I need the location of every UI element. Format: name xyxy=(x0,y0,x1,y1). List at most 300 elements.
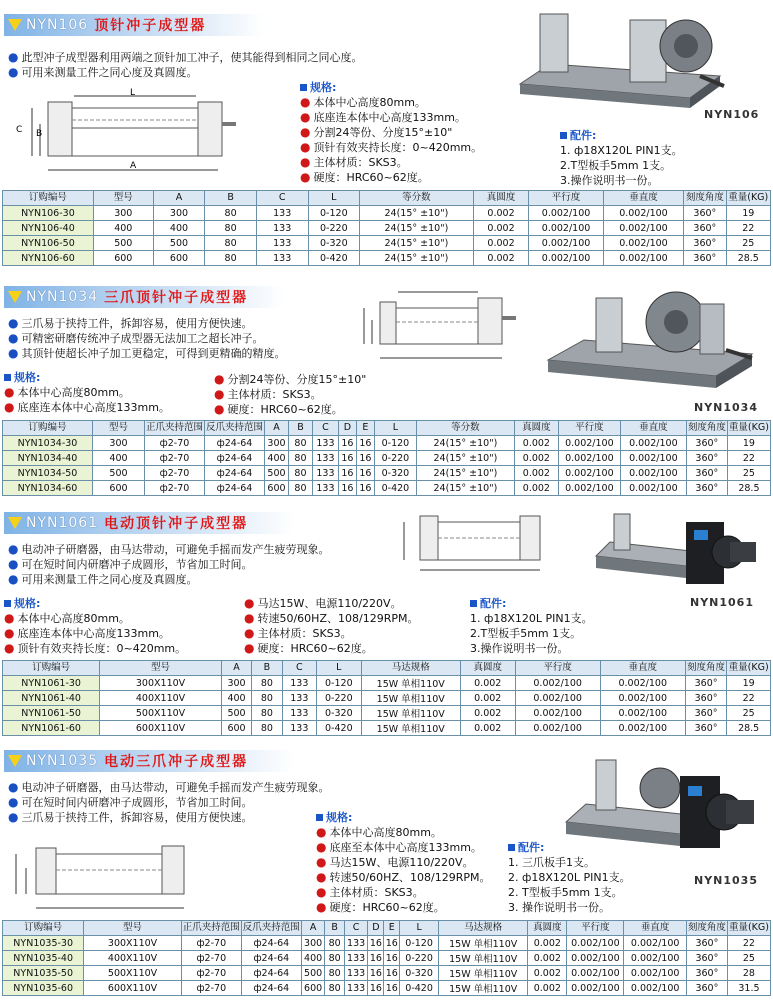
table-cell: 0-120 xyxy=(400,936,439,951)
table-cell: 360° xyxy=(685,676,727,691)
cell: 0.002 xyxy=(473,221,529,236)
table-cell: 400 xyxy=(301,951,325,966)
spec-item: 本体中心高度80mm。 xyxy=(313,96,426,109)
cell: 133 xyxy=(256,221,308,236)
table-cell: 16 xyxy=(369,967,382,979)
table-cell: 600X110V xyxy=(84,981,181,996)
table-cell: 16 xyxy=(338,466,356,481)
table-header: 真圆度 xyxy=(514,421,558,436)
table-cell: 133 xyxy=(312,466,338,481)
cell: 80 xyxy=(205,236,257,251)
table-header: 订购编号 xyxy=(3,921,84,936)
spec-list: 规格: ● 本体中心高度80mm。 ● 底座连本体中心高度133mm。 ● 分割24等份、分度15°±10" ● 顶针有效夹持长度：0~420mm。 ● 主体材质：SKS3。 ● 硬度：HRC60~62度。 xyxy=(300,81,483,184)
table-cell: 16 xyxy=(338,481,356,496)
spec-table-nyn1035 xyxy=(2,920,771,996)
product-name: 电动顶针冲子成型器 xyxy=(104,516,249,532)
accessory-item: 3.操作说明书一份。 xyxy=(560,174,659,187)
table-cell: 0.002/100 xyxy=(567,951,624,966)
table-cell: 16 xyxy=(356,481,374,496)
spec-heading: 规格: xyxy=(14,371,41,384)
table-header: 真圆度 xyxy=(460,661,515,676)
table-cell: 500X110V xyxy=(100,706,222,721)
table-cell: 133 xyxy=(344,966,368,981)
table-cell: 19 xyxy=(727,436,770,451)
table-cell: 0.002 xyxy=(528,936,567,951)
table-header: 垂直度 xyxy=(600,661,685,676)
table-cell: 0-320 xyxy=(374,466,416,481)
table-cell: 16 xyxy=(338,436,356,451)
table-cell: 0.002/100 xyxy=(624,951,686,966)
spec-item: 本体中心高度80mm。 xyxy=(17,612,130,625)
spec-list-mid: ● 马达15W、电源110/220V。 ● 转速50/60HZ、108/129RPM。 ● 主体材质：SKS3。 ● 硬度：HRC60~62度。 xyxy=(244,596,419,655)
table-cell: 300X110V xyxy=(100,676,222,691)
cell: 0.002/100 xyxy=(529,236,603,251)
table-header: A xyxy=(301,921,325,936)
table-cell: 0.002/100 xyxy=(600,706,685,721)
bullet-text: 三爪易于挟持工件，拆卸容易，使用方便快速。 xyxy=(21,811,253,824)
table-header: B xyxy=(205,191,257,206)
spec-list: 规格: ● 本体中心高度80mm。 ● 底座至本体中心高度133mm。 ● 马达15W、电源110/220V。 ● 转速50/60HZ、108/129RPM。 ● 主体材质：SKS3。 ● 硬度：HRC60~62度。 xyxy=(316,811,491,914)
table-cell: 31.5 xyxy=(727,981,770,996)
spec-item: 底座连本体中心高度133mm。 xyxy=(17,627,170,640)
accessory-heading: 配件: xyxy=(480,597,507,610)
table-header: 重量(KG) xyxy=(727,661,771,676)
cell: 19 xyxy=(726,206,770,221)
table-cell: 15W 单相110V xyxy=(361,721,460,736)
table-header: 反爪夹持范围 xyxy=(204,421,264,436)
cell: 300 xyxy=(93,206,153,221)
bullet-text: 其顶针使超长冲子加工更稳定，可得到更精确的精度。 xyxy=(21,347,286,360)
bullet-text: 电动冲子研磨器，由马达带动，可避免手摇而发产生疲劳现象。 xyxy=(21,781,330,794)
table-header: 马达规格 xyxy=(361,661,460,676)
section-title-nyn1061 xyxy=(4,512,294,534)
bullet-list: ● 三爪易于挟持工件，拆卸容易，使用方便快速。 ● 可精密研磨传统冲子成型器无法加工之超长冲子。 ● 其顶针使超长冲子加工更稳定，可得到更精确的精度。 xyxy=(8,316,286,360)
table-cell: 360° xyxy=(686,936,727,951)
table-header: 垂直度 xyxy=(620,421,686,436)
table-cell: ф24-64 xyxy=(241,966,301,981)
table-cell: 24(15° ±10") xyxy=(416,481,514,496)
table-cell: ф2-70 xyxy=(181,951,241,966)
spec-item: 主体材质：SKS3。 xyxy=(257,627,352,640)
cell: 600 xyxy=(93,251,153,266)
table-cell: 360° xyxy=(685,691,727,706)
table-row xyxy=(3,206,771,221)
cell: 28.5 xyxy=(726,251,770,266)
spec-item: 顶针有效夹持长度：0~420mm。 xyxy=(17,642,187,655)
table-header: C xyxy=(344,921,368,936)
table-header-row xyxy=(3,191,771,206)
table-cell: 0.002/100 xyxy=(515,721,600,736)
table-cell: NYN1035-60 xyxy=(3,981,84,996)
model-label: NYN1035 xyxy=(694,874,758,887)
bullet-text: 此型冲子成型器利用两端之顶针加工冲子，使其能得到相同之同心度。 xyxy=(21,51,363,64)
table-cell: 80 xyxy=(288,481,312,496)
table-cell: 0.002/100 xyxy=(567,966,624,981)
table-cell: 15W 单相110V xyxy=(439,936,528,951)
spec-item: 底座连本体中心高度133mm。 xyxy=(313,111,466,124)
table-header: 刻度角度 xyxy=(684,191,726,206)
table-cell: 0-120 xyxy=(317,676,362,691)
table-row xyxy=(3,936,771,951)
cell: 24(15° ±10") xyxy=(360,251,474,266)
table-row xyxy=(3,691,771,706)
table-header-row xyxy=(3,661,771,676)
table-cell: 25 xyxy=(727,951,770,966)
table-cell: ф2-70 xyxy=(144,451,204,466)
table-header: 重量(KG) xyxy=(726,191,770,206)
cell: 300 xyxy=(153,206,205,221)
cell: 80 xyxy=(205,206,257,221)
product-code: NYN106 xyxy=(26,17,89,33)
table-header: C xyxy=(256,191,308,206)
cell: 360° xyxy=(684,236,726,251)
table-header: 真圆度 xyxy=(528,921,567,936)
cell: NYN106-40 xyxy=(3,221,94,236)
table-cell: 600X110V xyxy=(100,721,222,736)
table-cell: 80 xyxy=(325,966,344,981)
table-header: L xyxy=(308,191,360,206)
table-cell: 0-220 xyxy=(317,691,362,706)
table-cell: 500 xyxy=(265,466,289,481)
table-cell: 300 xyxy=(301,936,325,951)
cell: 80 xyxy=(205,251,257,266)
table-cell: 0.002/100 xyxy=(558,466,620,481)
table-row xyxy=(3,676,771,691)
table-cell: 300 xyxy=(92,436,144,451)
table-header: 型号 xyxy=(84,921,181,936)
table-row xyxy=(3,466,771,481)
dim-label: A xyxy=(130,161,137,171)
spec-item: 分割24等份、分度15°±10" xyxy=(227,373,367,386)
table-cell: 0.002/100 xyxy=(620,436,686,451)
table-cell: ф2-70 xyxy=(181,981,241,996)
table-cell: 400X110V xyxy=(84,951,181,966)
cell: NYN106-30 xyxy=(3,206,94,221)
spec-item: 马达15W、电源110/220V。 xyxy=(329,856,474,869)
table-cell: 22 xyxy=(727,451,770,466)
spec-item: 主体材质：SKS3。 xyxy=(227,388,322,401)
table-header: 重量(KG) xyxy=(727,421,770,436)
table-cell: 133 xyxy=(282,721,316,736)
table-cell: 0.002 xyxy=(460,706,515,721)
table-header: A xyxy=(153,191,205,206)
cell: 360° xyxy=(684,221,726,236)
table-cell: 300X110V xyxy=(84,936,181,951)
cell: 400 xyxy=(153,221,205,236)
table-cell: 0.002/100 xyxy=(515,691,600,706)
table-cell: 80 xyxy=(325,981,344,996)
spec-item: 底座至本体中心高度133mm。 xyxy=(329,841,482,854)
model-label: NYN106 xyxy=(704,108,760,121)
table-cell: NYN1035-30 xyxy=(3,936,84,951)
bullet-text: 可用来测量工件之同心度及真圆度。 xyxy=(21,66,198,79)
table-cell: 16 xyxy=(369,982,382,994)
triangle-icon xyxy=(8,19,22,31)
table-cell: 0.002/100 xyxy=(620,466,686,481)
table-cell: 0.002 xyxy=(460,691,515,706)
spec-item: 主体材质：SKS3。 xyxy=(313,156,408,169)
table-cell: 0.002 xyxy=(514,451,558,466)
cell: 24(15° ±10") xyxy=(360,221,474,236)
accessory-item: 2.T型板手5mm 1支。 xyxy=(560,159,672,172)
table-header: D xyxy=(368,921,384,936)
cell: 400 xyxy=(93,221,153,236)
table-cell: 15W 单相110V xyxy=(439,981,528,996)
cell: 133 xyxy=(256,206,308,221)
table-cell: 360° xyxy=(686,981,727,996)
spec-list-right: ● 分割24等份、分度15°±10" ● 主体材质：SKS3。 ● 硬度：HRC60~62度。 xyxy=(214,372,367,416)
table-cell: NYN1034-60 xyxy=(3,481,93,496)
table-cell: 0.002 xyxy=(514,481,558,496)
dimension-drawing xyxy=(12,88,252,178)
table-cell: 80 xyxy=(252,691,282,706)
table-cell: 600 xyxy=(265,481,289,496)
table-cell: 80 xyxy=(252,676,282,691)
table-cell: NYN1035-50 xyxy=(3,966,84,981)
table-header: A xyxy=(265,421,289,436)
table-header: 等分数 xyxy=(416,421,514,436)
table-cell: 400 xyxy=(221,691,251,706)
spec-item: 硬度：HRC60~62度。 xyxy=(227,403,343,416)
table-row xyxy=(3,436,771,451)
table-cell: 0.002 xyxy=(528,981,567,996)
accessory-list xyxy=(560,128,683,188)
table-cell: 15W 单相110V xyxy=(361,676,460,691)
cell: 22 xyxy=(726,221,770,236)
cell: NYN106-60 xyxy=(3,251,94,266)
table-cell: 300 xyxy=(265,436,289,451)
table-cell: 360° xyxy=(685,706,727,721)
table-header: 刻度角度 xyxy=(686,421,727,436)
table-cell: 0-120 xyxy=(374,436,416,451)
table-cell: ф24-64 xyxy=(241,951,301,966)
table-cell: 0.002/100 xyxy=(624,981,686,996)
table-cell: 0.002/100 xyxy=(600,676,685,691)
table-cell: ф24-64 xyxy=(241,936,301,951)
table-header: 垂直度 xyxy=(624,921,686,936)
triangle-icon xyxy=(8,517,22,529)
spec-item: 硬度：HRC60~62度。 xyxy=(257,642,373,655)
table-cell: 0.002 xyxy=(528,966,567,981)
table-cell: 0.002/100 xyxy=(558,451,620,466)
table-cell: 80 xyxy=(252,721,282,736)
spec-item: 顶针有效夹持长度：0~420mm。 xyxy=(313,141,483,154)
table-cell: 133 xyxy=(282,691,316,706)
spec-list: 规格: ● 本体中心高度80mm。 ● 底座连本体中心高度133mm。 ● 顶针有效夹持长度：0~420mm。 xyxy=(4,597,187,655)
table-cell: 16 xyxy=(356,451,374,466)
dim-label: C xyxy=(16,125,23,135)
cell: 360° xyxy=(684,251,726,266)
section-title-nyn106 xyxy=(4,14,264,36)
spec-heading: 规格: xyxy=(14,597,41,610)
cell: 0-420 xyxy=(308,251,360,266)
table-header: 平行度 xyxy=(558,421,620,436)
table-cell: 25 xyxy=(727,466,770,481)
cell: 0-320 xyxy=(308,236,360,251)
bullet-list: ● 此型冲子成型器利用两端之顶针加工冲子，使其能得到相同之同心度。 ● 可用来测量工件之同心度及真圆度。 xyxy=(8,50,363,79)
table-cell: 16 xyxy=(385,982,398,994)
table-header: 正爪夹持范围 xyxy=(144,421,204,436)
table-cell: ф2-70 xyxy=(144,436,204,451)
table-cell: 22 xyxy=(727,691,771,706)
triangle-icon xyxy=(8,291,22,303)
table-cell: 19 xyxy=(727,676,771,691)
table-row xyxy=(3,981,771,996)
cell: 133 xyxy=(256,236,308,251)
table-cell: 300 xyxy=(221,676,251,691)
table-cell: 80 xyxy=(325,936,344,951)
table-cell: ф2-70 xyxy=(144,466,204,481)
table-header: B xyxy=(288,421,312,436)
product-code: NYN1035 xyxy=(26,753,99,769)
dimension-drawing xyxy=(6,836,206,916)
table-cell: 0.002/100 xyxy=(600,691,685,706)
table-cell: 500 xyxy=(301,966,325,981)
table-cell: 0-320 xyxy=(317,706,362,721)
cell: 0.002/100 xyxy=(529,251,603,266)
spec-table-nyn106 xyxy=(2,190,771,266)
table-cell: 16 xyxy=(356,436,374,451)
table-cell: 28.5 xyxy=(727,721,771,736)
cell: 0.002/100 xyxy=(603,221,684,236)
table-header: 订购编号 xyxy=(3,191,94,206)
cell: 0.002 xyxy=(473,236,529,251)
table-row xyxy=(3,221,771,236)
spec-item: 主体材质：SKS3。 xyxy=(329,886,424,899)
dimension-drawing xyxy=(394,506,564,576)
table-cell: 0-320 xyxy=(400,966,439,981)
bullet-text: 电动冲子研磨器，由马达带动，可避免手摇而发产生疲劳现象。 xyxy=(21,543,330,556)
table-cell: 0.002/100 xyxy=(620,451,686,466)
table-cell: NYN1061-60 xyxy=(3,721,100,736)
table-cell: ф24-64 xyxy=(204,481,264,496)
table-cell: 0.002 xyxy=(514,436,558,451)
table-cell: 360° xyxy=(686,436,727,451)
product-code: NYN1061 xyxy=(26,515,99,531)
table-cell: 133 xyxy=(282,676,316,691)
table-header: 反爪夹持范围 xyxy=(241,921,301,936)
table-header: 垂直度 xyxy=(603,191,684,206)
table-header: L xyxy=(374,421,416,436)
table-header: 刻度角度 xyxy=(685,661,727,676)
table-cell: 360° xyxy=(686,481,727,496)
accessory-list xyxy=(470,596,593,656)
table-cell: 0-420 xyxy=(374,481,416,496)
table-cell: 16 xyxy=(369,937,382,949)
spec-item: 底座连本体中心高度133mm。 xyxy=(17,401,170,414)
product-name: 顶针冲子成型器 xyxy=(94,18,207,34)
bullet-text: 可精密研磨传统冲子成型器无法加工之超长冲子。 xyxy=(21,332,264,345)
table-cell: 133 xyxy=(312,481,338,496)
table-cell: 16 xyxy=(338,451,356,466)
product-photo-nyn106 xyxy=(510,6,730,116)
spec-list: 规格: ● 本体中心高度80mm。 ● 底座连本体中心高度133mm。 xyxy=(4,371,170,414)
dim-label: L xyxy=(130,88,136,98)
table-cell: 22 xyxy=(727,936,770,951)
cell: 24(15° ±10") xyxy=(360,206,474,221)
table-cell: 360° xyxy=(686,466,727,481)
table-header: B xyxy=(325,921,344,936)
cell: NYN106-50 xyxy=(3,236,94,251)
table-cell: 24(15° ±10") xyxy=(416,451,514,466)
spec-heading: 规格: xyxy=(326,811,353,824)
accessory-heading: 配件: xyxy=(570,129,597,142)
table-header: 平行度 xyxy=(567,921,624,936)
bullet-list: ● 电动冲子研磨器，由马达带动，可避免手摇而发产生疲劳现象。 ● 可在短时间内研磨冲子成圆形，节省加工时间。 ● 三爪易于挟持工件，拆卸容易，使用方便快速。 xyxy=(8,780,330,824)
table-cell: 15W 单相110V xyxy=(439,951,528,966)
spec-item: 本体中心高度80mm。 xyxy=(17,386,130,399)
table-cell: 80 xyxy=(252,706,282,721)
table-row xyxy=(3,951,771,966)
table-cell: 360° xyxy=(686,951,727,966)
table-header: A xyxy=(221,661,251,676)
dim-label: B xyxy=(36,129,43,139)
table-row xyxy=(3,721,771,736)
spec-item: 马达15W、电源110/220V。 xyxy=(257,597,402,610)
table-cell: 400 xyxy=(92,451,144,466)
table-header: 等分数 xyxy=(360,191,474,206)
table-cell: 0.002/100 xyxy=(567,981,624,996)
spec-table-nyn1061 xyxy=(2,660,771,736)
accessory-item: 2.T型板手5mm 1支。 xyxy=(470,627,582,640)
table-cell: NYN1034-50 xyxy=(3,466,93,481)
model-label: NYN1061 xyxy=(690,596,754,609)
table-cell: NYN1061-50 xyxy=(3,706,100,721)
section-title-nyn1035 xyxy=(4,750,294,772)
table-cell: 24(15° ±10") xyxy=(416,466,514,481)
cell: 0.002 xyxy=(473,251,529,266)
table-header: E xyxy=(384,921,400,936)
accessory-item: 3.操作说明书一份。 xyxy=(470,642,569,655)
table-row xyxy=(3,236,771,251)
table-row xyxy=(3,481,771,496)
table-header: 平行度 xyxy=(515,661,600,676)
table-cell: ф2-70 xyxy=(181,936,241,951)
table-cell: 400X110V xyxy=(100,691,222,706)
cell: 0.002/100 xyxy=(529,206,603,221)
table-cell: 0.002/100 xyxy=(515,706,600,721)
table-cell: NYN1034-30 xyxy=(3,436,93,451)
table-header: D xyxy=(338,421,356,436)
table-cell: 80 xyxy=(325,951,344,966)
table-cell: 133 xyxy=(282,706,316,721)
table-cell: ф24-64 xyxy=(204,436,264,451)
bullet-text: 可在短时间内研磨冲子成圆形，节省加工时间。 xyxy=(21,558,253,571)
cell: 500 xyxy=(153,236,205,251)
cell: 133 xyxy=(256,251,308,266)
accessory-item: 3. 操作说明书一份。 xyxy=(508,901,610,914)
cell: 600 xyxy=(153,251,205,266)
table-cell: 16 xyxy=(369,952,382,964)
cell: 25 xyxy=(726,236,770,251)
table-row xyxy=(3,966,771,981)
table-header: 型号 xyxy=(100,661,222,676)
table-cell: 133 xyxy=(344,981,368,996)
table-cell: 0-220 xyxy=(400,951,439,966)
bullet-text: 三爪易于挟持工件，拆卸容易，使用方便快速。 xyxy=(21,317,253,330)
table-cell: NYN1035-40 xyxy=(3,951,84,966)
table-cell: 28.5 xyxy=(727,481,770,496)
table-cell: 0.002 xyxy=(460,721,515,736)
section-title-nyn1034 xyxy=(4,286,284,308)
accessory-heading: 配件: xyxy=(518,841,545,854)
table-cell: 0.002/100 xyxy=(567,936,624,951)
spec-item: 转速50/60HZ、108/129RPM。 xyxy=(329,871,491,884)
triangle-icon xyxy=(8,755,22,767)
table-cell: 80 xyxy=(288,436,312,451)
table-cell: 0-420 xyxy=(400,981,439,996)
table-cell: 133 xyxy=(344,936,368,951)
